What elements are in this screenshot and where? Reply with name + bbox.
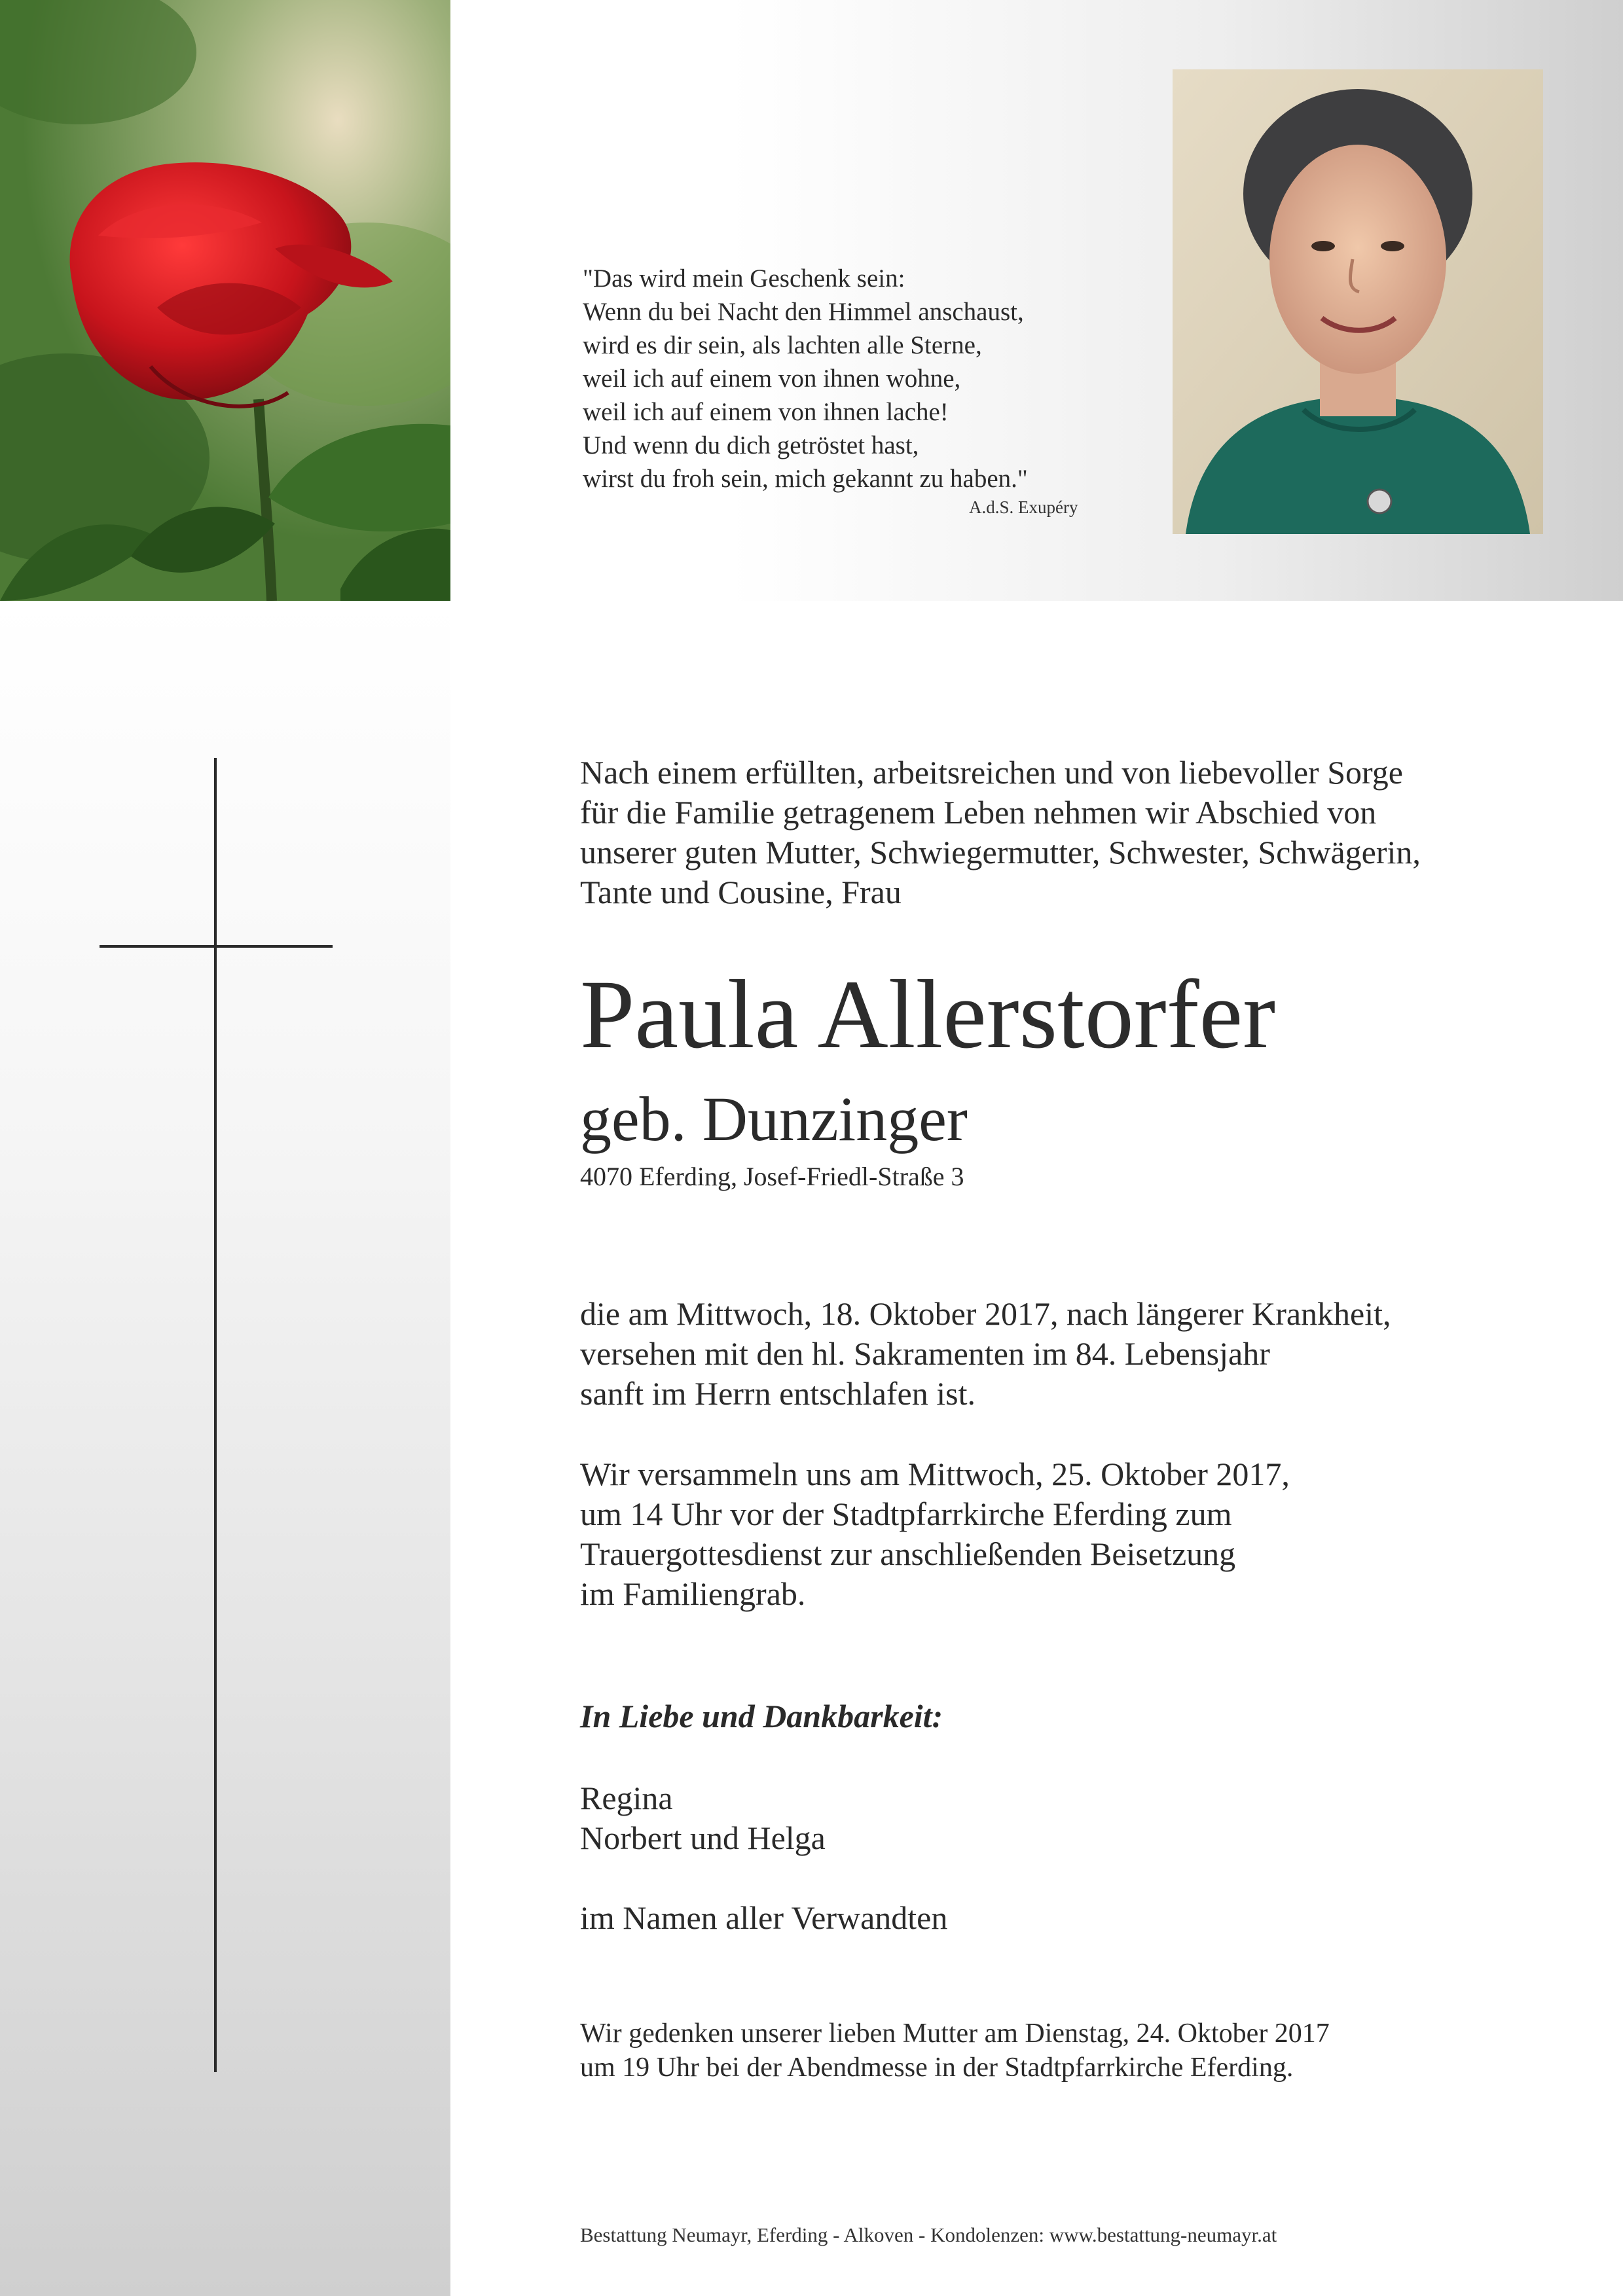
maiden-name: geb. Dunzinger: [580, 1084, 968, 1154]
signature-relatives: im Namen aller Verwandten: [580, 1899, 948, 1936]
funeral-line: im Familiengrab.: [580, 1575, 806, 1612]
signature-name: Norbert und Helga: [580, 1820, 826, 1856]
rose-photo: [0, 0, 450, 601]
memorial-notice: [580, 2017, 1330, 2085]
signature-name: Regina: [580, 1780, 673, 1816]
portrait-image: [1173, 69, 1543, 534]
cross-icon-horizontal: [100, 945, 333, 948]
closing-heading: In Liebe und Dankbarkeit:: [580, 1698, 943, 1734]
intro-text: [580, 753, 1421, 912]
intro-line: unserer guten Mutter, Schwiegermutter, Schwester, Schwägerin,: [580, 834, 1421, 870]
funeral-line: um 14 Uhr vor der Stadtpfarrkirche Eferding zum: [580, 1496, 1232, 1532]
memorial-line: um 19 Uhr bei der Abendmesse in der Stadtpfarrkirche Eferding.: [580, 2053, 1294, 2083]
quote-line: wird es dir sein, als lachten alle Sterne,: [583, 331, 982, 359]
deceased-name: Paula Allerstorfer: [580, 960, 1276, 1069]
death-line: sanft im Herrn entschlafen ist.: [580, 1375, 976, 1412]
footer: Bestattung Neumayr, Eferding - Alkoven - Kondolenzen: www.bestattung-neumayr.at: [580, 2223, 1277, 2246]
quote-line: "Das wird mein Geschenk sein:: [583, 264, 905, 293]
left-column-gradient: [0, 601, 450, 2296]
death-line: die am Mittwoch, 18. Oktober 2017, nach längerer Krankheit,: [580, 1295, 1391, 1332]
funeral-notice: [580, 1454, 1290, 1614]
quote-author: A.d.S. Exupéry: [969, 497, 1078, 517]
intro-line: Tante und Cousine, Frau: [580, 874, 902, 910]
quote-line: Und wenn du dich getröstet hast,: [583, 431, 919, 459]
address: 4070 Eferding, Josef-Friedl-Straße 3: [580, 1162, 964, 1191]
cross-icon-vertical: [214, 758, 217, 2072]
intro-line: für die Familie getragenem Leben nehmen wir Abschied von: [580, 794, 1377, 831]
funeral-line: Wir versammeln uns am Mittwoch, 25. Oktober 2017,: [580, 1456, 1290, 1492]
quote-line: wirst du froh sein, mich gekannt zu haben.": [583, 465, 1028, 493]
portrait-photo: [1173, 69, 1543, 534]
intro-line: Nach einem erfüllten, arbeitsreichen und von liebevoller Sorge: [580, 754, 1403, 791]
quote-block: [583, 262, 1146, 495]
quote-line: weil ich auf einem von ihnen wohne,: [583, 365, 961, 393]
death-notice: [580, 1294, 1391, 1414]
death-line: versehen mit den hl. Sakramenten im 84. Lebensjahr: [580, 1335, 1270, 1372]
quote-line: weil ich auf einem von ihnen lache!: [583, 398, 949, 426]
memorial-line: Wir gedenken unserer lieben Mutter am Dienstag, 24. Oktober 2017: [580, 2018, 1330, 2049]
funeral-line: Trauergottesdienst zur anschließenden Beisetzung: [580, 1535, 1236, 1572]
quote-line: Wenn du bei Nacht den Himmel anschaust,: [583, 298, 1024, 326]
rose-image: [0, 0, 450, 601]
